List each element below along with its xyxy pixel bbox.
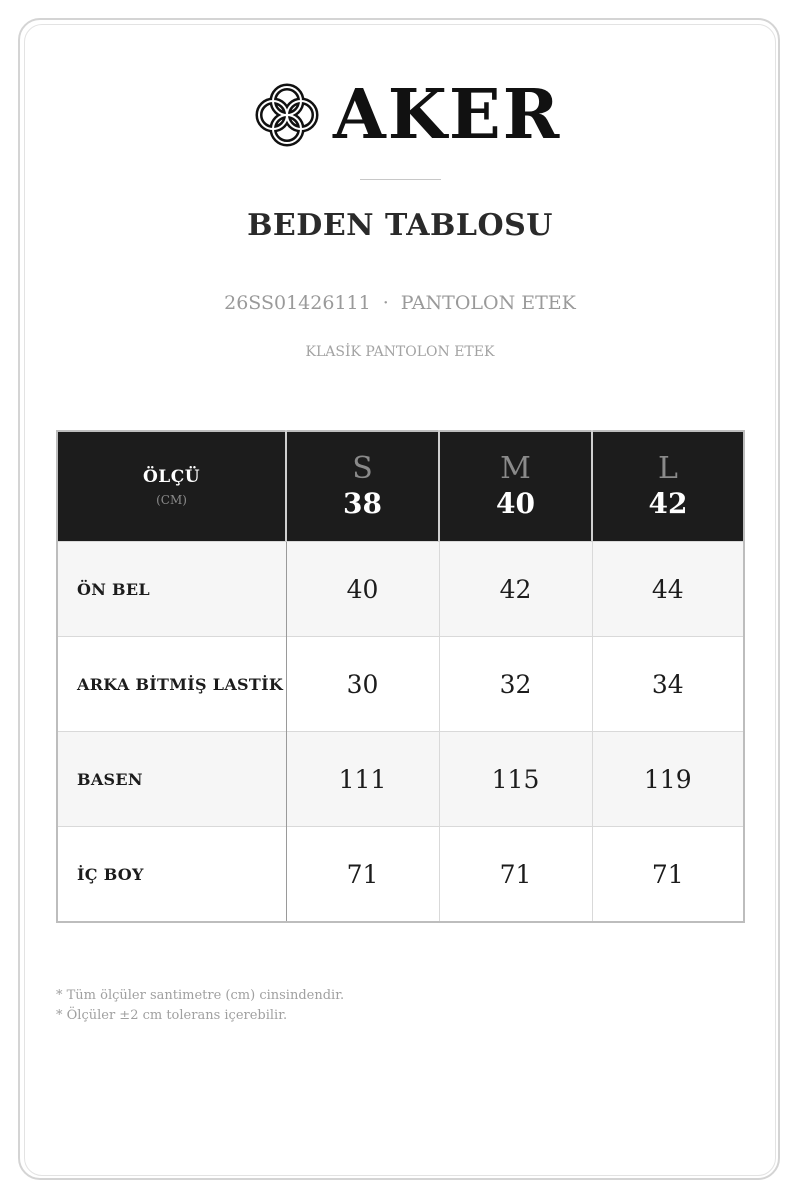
size-header-m <box>439 431 592 542</box>
table-cell: 42 <box>439 542 592 637</box>
measurement-header-label: ÖLÇÜ <box>142 466 201 487</box>
table-cell: 71 <box>286 827 439 923</box>
table-cell: 30 <box>286 637 439 732</box>
table-header-row <box>57 431 744 542</box>
subtitle-separator: · <box>382 292 389 314</box>
knot-emblem-icon <box>253 81 321 149</box>
table-cell: 115 <box>439 732 592 827</box>
product-code: 26SS01426111 <box>224 292 371 314</box>
table-row <box>57 732 744 827</box>
table-cell: 40 <box>286 542 439 637</box>
table-cell: 119 <box>592 732 744 827</box>
table-cell: 71 <box>592 827 744 923</box>
product-subtitle <box>0 292 800 314</box>
size-letter: L <box>658 450 678 486</box>
size-letter: M <box>500 450 531 486</box>
footnotes <box>56 986 344 1026</box>
size-number: 42 <box>648 486 688 520</box>
table-cell: 34 <box>592 637 744 732</box>
row-label: BASEN <box>57 732 286 827</box>
size-letter: S <box>352 450 373 486</box>
size-table <box>56 430 745 923</box>
measurement-header-unit: (CM) <box>156 492 187 507</box>
table-row <box>57 827 744 923</box>
size-header-s <box>286 431 439 542</box>
size-number: 40 <box>496 486 535 520</box>
footnote: * Ölçüler ±2 cm tolerans içerebilir. <box>56 1008 288 1023</box>
page-title: BEDEN TABLOSU <box>247 208 553 243</box>
table-cell: 111 <box>286 732 439 827</box>
row-label: ÖN BEL <box>57 542 286 637</box>
table-row <box>57 637 744 732</box>
size-number: 38 <box>343 486 382 520</box>
measurement-header <box>57 431 286 542</box>
size-header-l <box>592 431 744 542</box>
title-divider <box>360 179 441 180</box>
table-row <box>57 542 744 637</box>
product-category: PANTOLON ETEK <box>400 292 576 314</box>
table-cell: 44 <box>592 542 744 637</box>
row-label: ARKA BİTMİŞ LASTİK <box>57 637 286 732</box>
row-label: İÇ BOY <box>57 827 286 923</box>
product-name: KLASİK PANTOLON ETEK <box>305 344 495 360</box>
table-cell: 71 <box>439 827 592 923</box>
brand-logo <box>253 75 562 155</box>
table-cell: 32 <box>439 637 592 732</box>
brand-name: AKER <box>333 75 562 155</box>
footnote: * Tüm ölçüler santimetre (cm) cinsindendir. <box>56 988 345 1003</box>
